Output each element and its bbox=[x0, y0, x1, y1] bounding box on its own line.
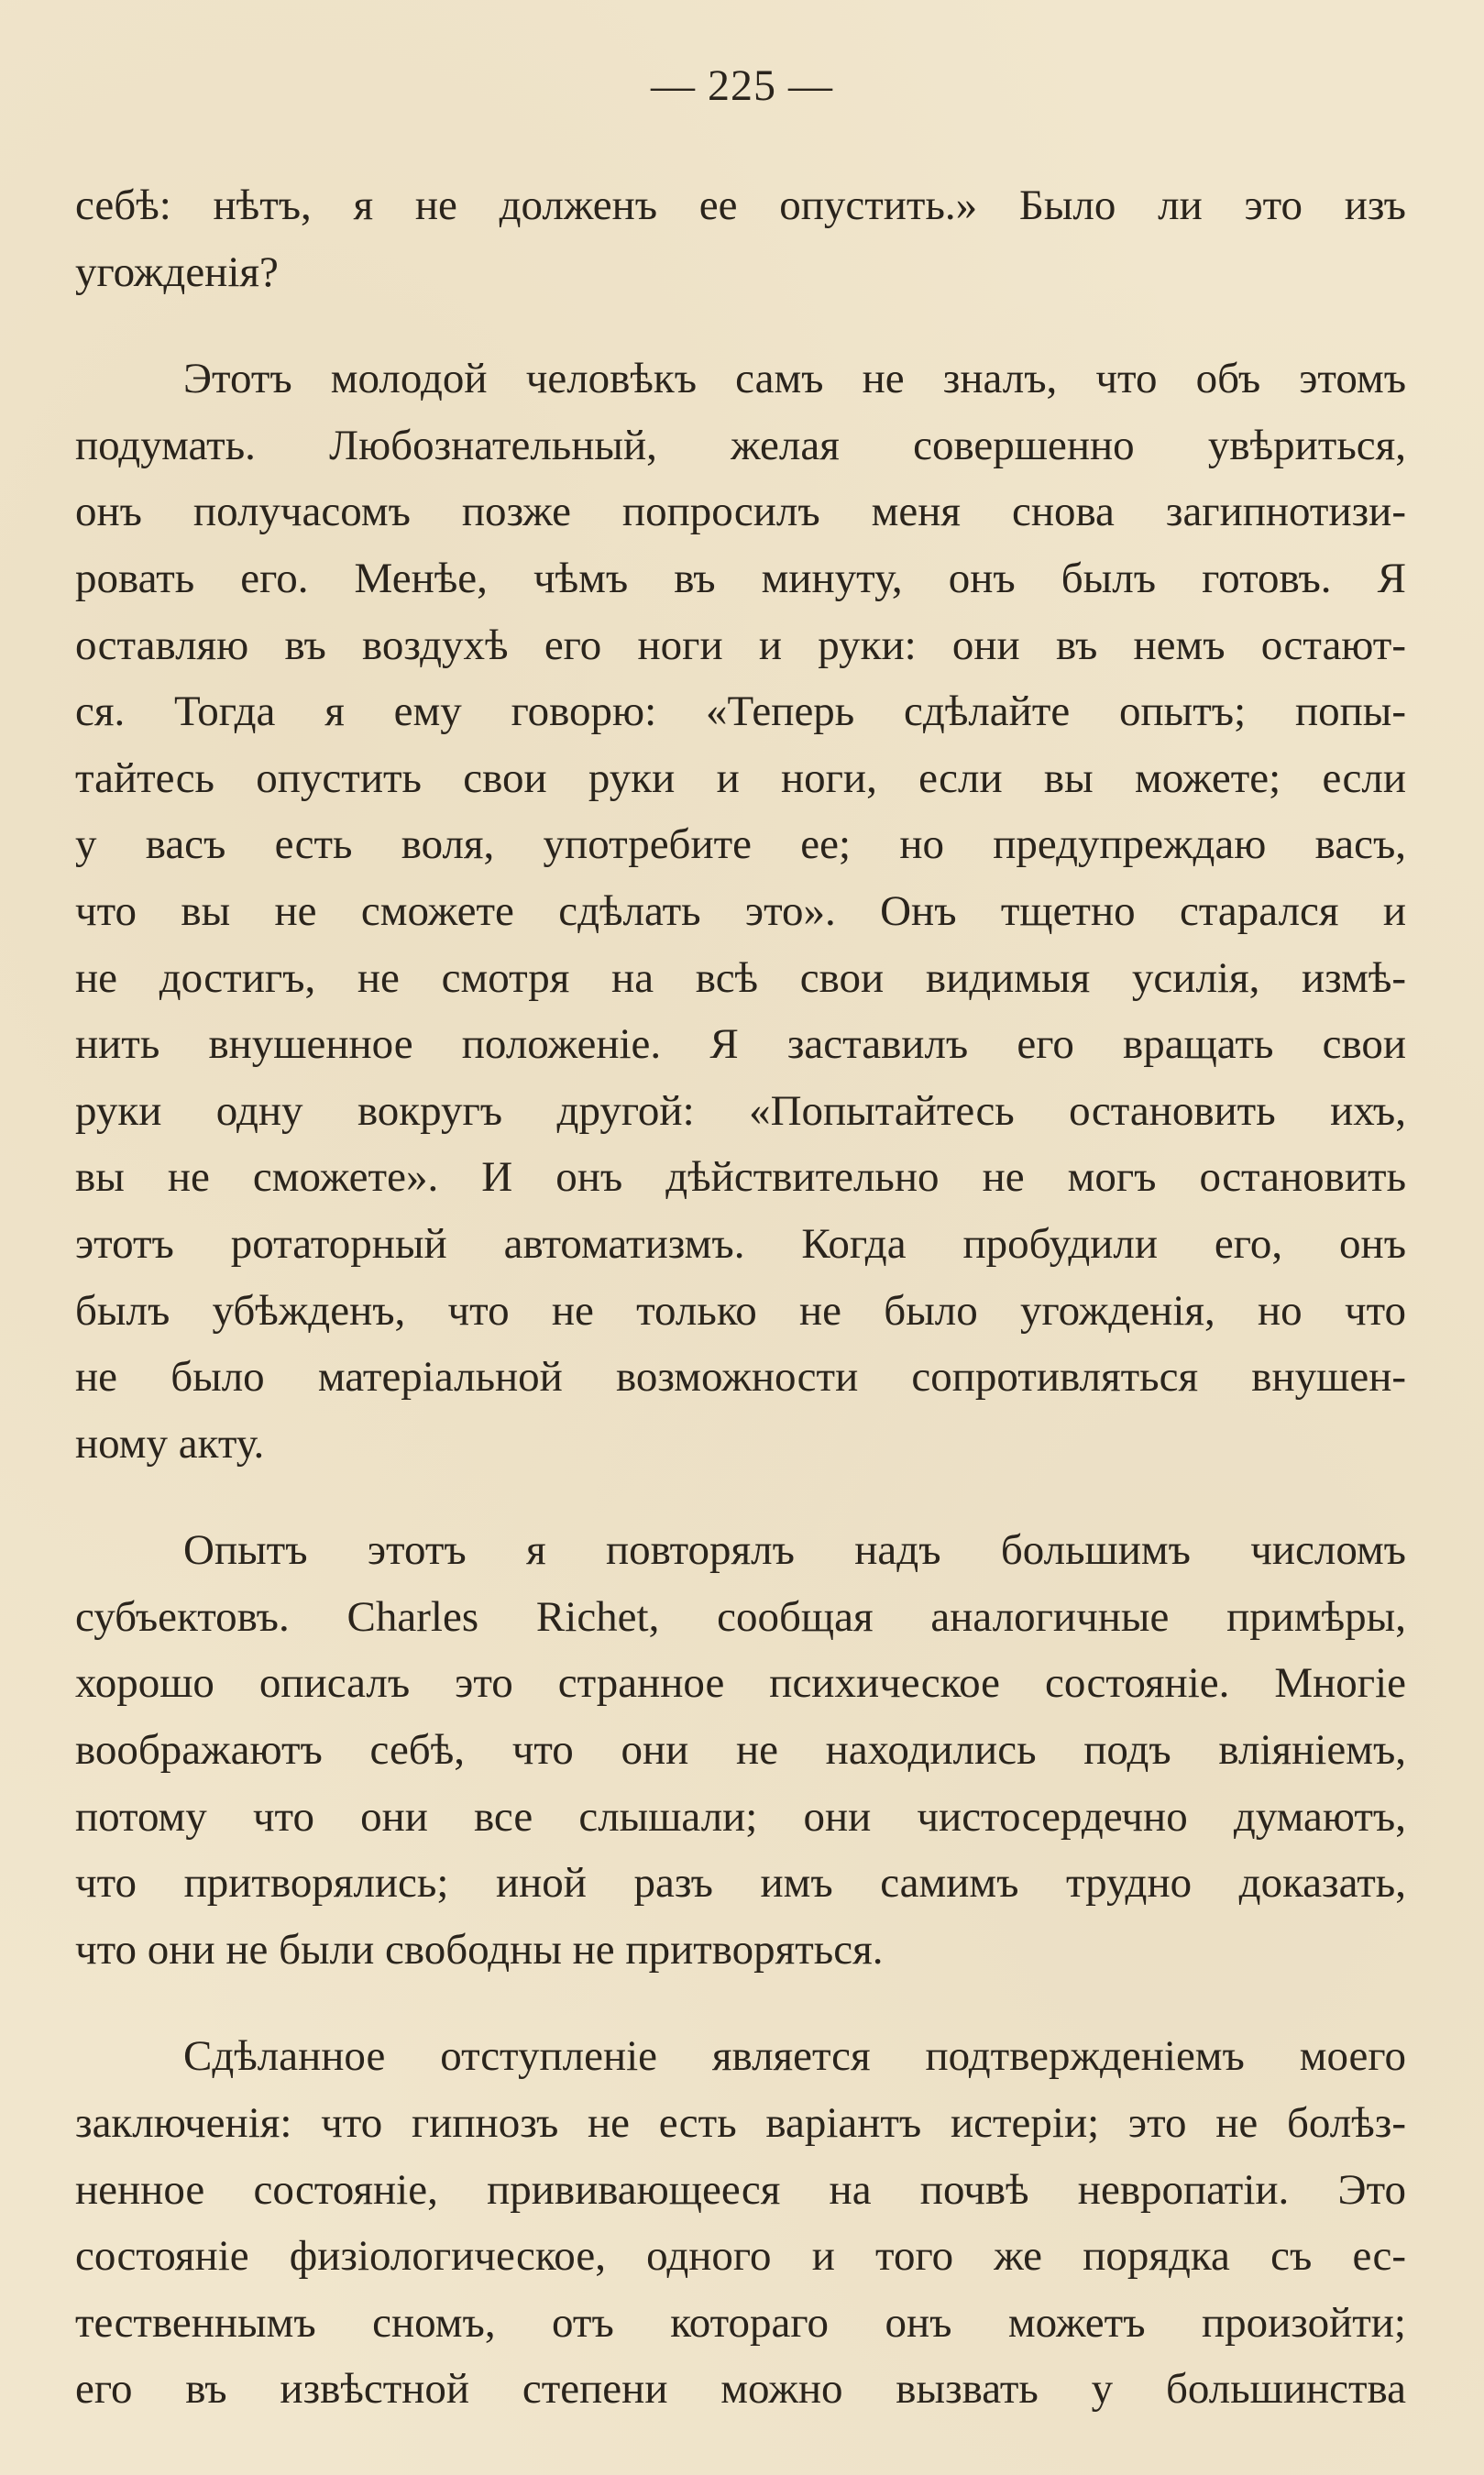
text-line: не было матеріальной возможности сопротивляться внушен- bbox=[75, 1353, 1406, 1402]
text-line: Этотъ молодой человѣкъ самъ не зналъ, что объ этомъ bbox=[183, 355, 1406, 403]
text-line: что притворялись; иной разъ имъ самимъ трудно доказать, bbox=[75, 1859, 1406, 1908]
text-line: потому что они все слышали; они чистосердечно думаютъ, bbox=[75, 1792, 1406, 1841]
text-line: у васъ есть воля, употребите ее; но предупреждаю васъ, bbox=[75, 820, 1406, 869]
text-line: его въ извѣстной степени можно вызвать у большинства bbox=[75, 2365, 1406, 2414]
paragraph-4 bbox=[75, 2023, 1406, 2423]
text-line: оставляю въ воздухѣ его ноги и руки: они въ немъ остают- bbox=[75, 621, 1406, 669]
text-line: заключенія: что гипнозъ не есть варіантъ истеріи; это не болѣз- bbox=[75, 2099, 1406, 2148]
text-line: состояніе физіологическое, одного и того же порядка съ ес- bbox=[75, 2232, 1406, 2281]
text-line: Опытъ этотъ я повторялъ надъ большимъ числомъ bbox=[183, 1526, 1406, 1575]
text-line: хорошо описалъ это странное психическое состояніе. Многіе bbox=[75, 1659, 1406, 1708]
body-text bbox=[75, 172, 1406, 2423]
text-line: воображаютъ себѣ, что они не находились подъ вліяніемъ, bbox=[75, 1726, 1406, 1775]
text-line: себѣ: нѣтъ, я не долженъ ее опустить.» Было ли это изъ bbox=[75, 182, 1406, 229]
text-line: ному акту. bbox=[75, 1419, 265, 1468]
text-line: ненное состояніе, прививающееся на почвѣ невропатіи. Это bbox=[75, 2165, 1406, 2214]
paragraph-2 bbox=[75, 346, 1406, 1477]
text-line: ровать его. Менѣе, чѣмъ въ минуту, онъ былъ готовъ. Я bbox=[75, 554, 1406, 602]
text-line: угожденія? bbox=[75, 248, 279, 296]
text-line: что они не были свободны не притворяться. bbox=[75, 1925, 884, 1974]
page-number: — 225 — bbox=[651, 61, 833, 110]
text-line: не достигъ, не смотря на всѣ свои видимыя усилія, измѣ- bbox=[75, 953, 1406, 1002]
paragraph-3 bbox=[75, 1517, 1406, 1983]
text-line: субъектовъ. Charles Richet, сообщая аналогичные примѣры, bbox=[75, 1592, 1406, 1641]
text-line: былъ убѣжденъ, что не только не было угожденія, но что bbox=[75, 1286, 1406, 1335]
text-line: тайтесь опустить свои руки и ноги, если вы можете; если bbox=[75, 754, 1406, 802]
text-line: Сдѣланное отступленіе является подтвержденіемъ моего bbox=[183, 2032, 1406, 2081]
text-line: что вы не сможете сдѣлать это». Онъ тщетно старался и bbox=[75, 886, 1406, 935]
text-line: ся. Тогда я ему говорю: «Теперь сдѣлайте опытъ; попы- bbox=[75, 688, 1406, 736]
paragraph-1 bbox=[75, 172, 1406, 305]
text-line: этотъ ротаторный автоматизмъ. Когда пробудили его, онъ bbox=[75, 1219, 1406, 1268]
text-line: руки одну вокругъ другой: «Попытайтесь остановить ихъ, bbox=[75, 1086, 1406, 1135]
text-line: подумать. Любознательный, желая совершенно увѣриться, bbox=[75, 421, 1406, 469]
text-line: вы не сможете». И онъ дѣйствительно не могъ остановить bbox=[75, 1153, 1406, 1202]
text-line: онъ получасомъ позже попросилъ меня снова загипнотизи- bbox=[75, 488, 1406, 536]
text-line: нить внушенное положеніе. Я заставилъ его вращать свои bbox=[75, 1020, 1406, 1069]
text-line: тественнымъ сномъ, отъ котораго онъ можетъ произойти; bbox=[75, 2298, 1406, 2347]
